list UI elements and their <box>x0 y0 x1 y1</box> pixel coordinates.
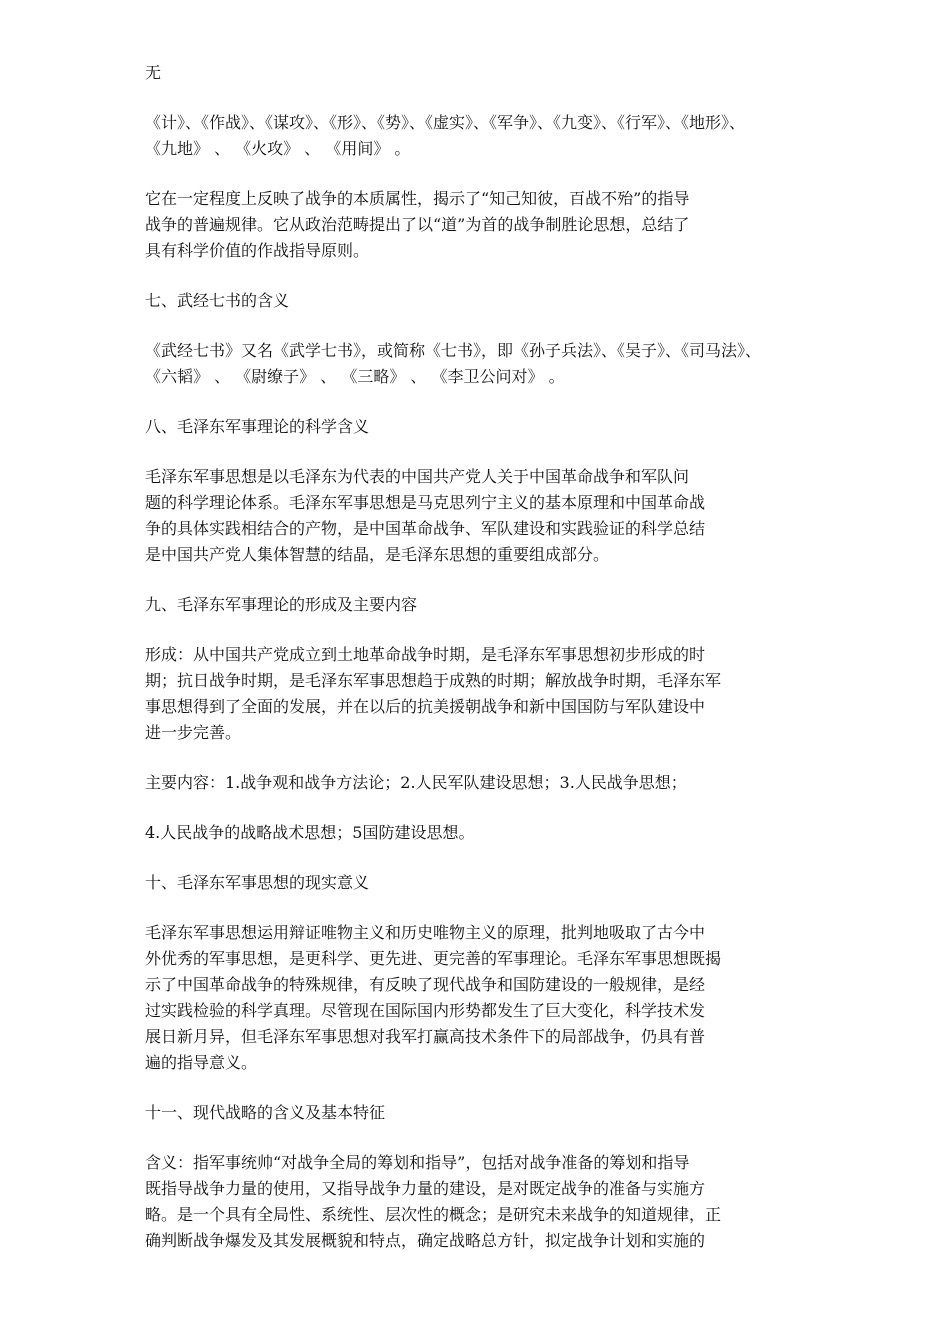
text-line: 无 <box>145 63 162 82</box>
text-line: 是中国共产党人集体智慧的结晶，是毛泽东思想的重要组成部分。 <box>145 545 610 564</box>
text-line: 略。是一个具有全局性、系统性、层次性的概念；是研究未来战争的知道规律，正 <box>145 1205 722 1224</box>
text-line: 含义：指军事统帅“对战争全局的筹划和指导”，包括对战争准备的筹划和指导 <box>145 1153 690 1172</box>
paragraph-mao-meaning <box>145 464 810 568</box>
text-line: 《六韬》 、 《尉缭子》 、 《三略》 、 《李卫公问对》 。 <box>145 367 565 386</box>
text-line: 具有科学价值的作战指导原则。 <box>145 241 370 260</box>
paragraph-realistic-significance <box>145 920 810 1076</box>
text-line: 《九地》 、 《火攻》 、 《用间》 。 <box>145 139 411 158</box>
text-line: 战争的普遍规律。它从政治范畴提出了以“道”为首的战争制胜论思想，总结了 <box>145 215 690 234</box>
section-heading-11: 十一、现代战略的含义及基本特征 <box>145 1103 386 1122</box>
text-line: 主要内容：1.战争观和战争方法论；2.人民军队建设思想；3.人民战争思想； <box>145 773 687 792</box>
paragraph-seven-books <box>145 338 810 390</box>
section-heading-8: 八、毛泽东军事理论的科学含义 <box>145 417 370 436</box>
text-line: 4.人民战争的战略战术思想；5国防建设思想。 <box>145 823 475 842</box>
text-line: 毛泽东军事思想是以毛泽东为代表的中国共产党人关于中国革命战争和军队问 <box>145 467 690 486</box>
text-line: 期；抗日战争时期，是毛泽东军事思想趋于成熟的时期；解放战争时期，毛泽东军 <box>145 671 722 690</box>
text-line: 题的科学理论体系。毛泽东军事思想是马克思列宁主义的基本原理和中国革命战 <box>145 493 706 512</box>
text-line: 示了中国革命战争的特殊规律，有反映了现代战争和国防建设的一般规律，是经 <box>145 975 706 994</box>
paragraph-formation <box>145 642 810 746</box>
section-heading-10: 十、毛泽东军事思想的现实意义 <box>145 873 370 892</box>
document-page <box>145 60 810 1278</box>
text-line: 展日新月异，但毛泽东军事思想对我军打赢高技术条件下的局部战争，仍具有普 <box>145 1027 706 1046</box>
paragraph-0 <box>145 60 810 86</box>
text-line: 既指导战争力量的使用，又指导战争力量的建设，是对既定战争的准备与实施方 <box>145 1179 706 1198</box>
text-line: 争的具体实践相结合的产物，是中国革命战争、军队建设和实践验证的科学总结 <box>145 519 706 538</box>
text-line: 事思想得到了全面的发展，并在以后的抗美援朝战争和新中国国防与军队建设中 <box>145 697 706 716</box>
paragraph-main-content <box>145 770 810 796</box>
text-line: 确判断战争爆发及其发展概貌和特点，确定战略总方针，拟定战争计划和实施的 <box>145 1231 706 1250</box>
text-line: 《计》、《作战》、《谋攻》、《形》、《势》、《虚实》、《军争》、《九变》、《行军》、《地形》、 <box>145 113 746 132</box>
paragraph-sunzi-significance <box>145 186 810 264</box>
paragraph-modern-strategy <box>145 1150 810 1254</box>
section-heading-7: 七、武经七书的含义 <box>145 291 290 310</box>
text-line: 形成：从中国共产党成立到土地革命战争时期，是毛泽东军事思想初步形成的时 <box>145 645 706 664</box>
text-line: 过实践检验的科学真理。尽管现在国际国内形势都发生了巨大变化，科学技术发 <box>145 1001 706 1020</box>
text-line: 进一步完善。 <box>145 723 242 742</box>
text-line: 《武经七书》又名《武学七书》，或简称《七书》，即《孙子兵法》、《吴子》、《司马法》、 <box>145 341 762 360</box>
text-line: 毛泽东军事思想运用辩证唯物主义和历史唯物主义的原理，批判地吸取了古今中 <box>145 923 706 942</box>
paragraph-sunzi-chapters <box>145 110 810 162</box>
text-line: 遍的指导意义。 <box>145 1053 258 1072</box>
text-line: 外优秀的军事思想，是更科学、更先进、更完善的军事理论。毛泽东军事思想既揭 <box>145 949 722 968</box>
section-heading-9: 九、毛泽东军事理论的形成及主要内容 <box>145 595 418 614</box>
text-line: 它在一定程度上反映了战争的本质属性，揭示了“知己知彼，百战不殆”的指导 <box>145 189 690 208</box>
paragraph-main-content-cont <box>145 820 810 846</box>
